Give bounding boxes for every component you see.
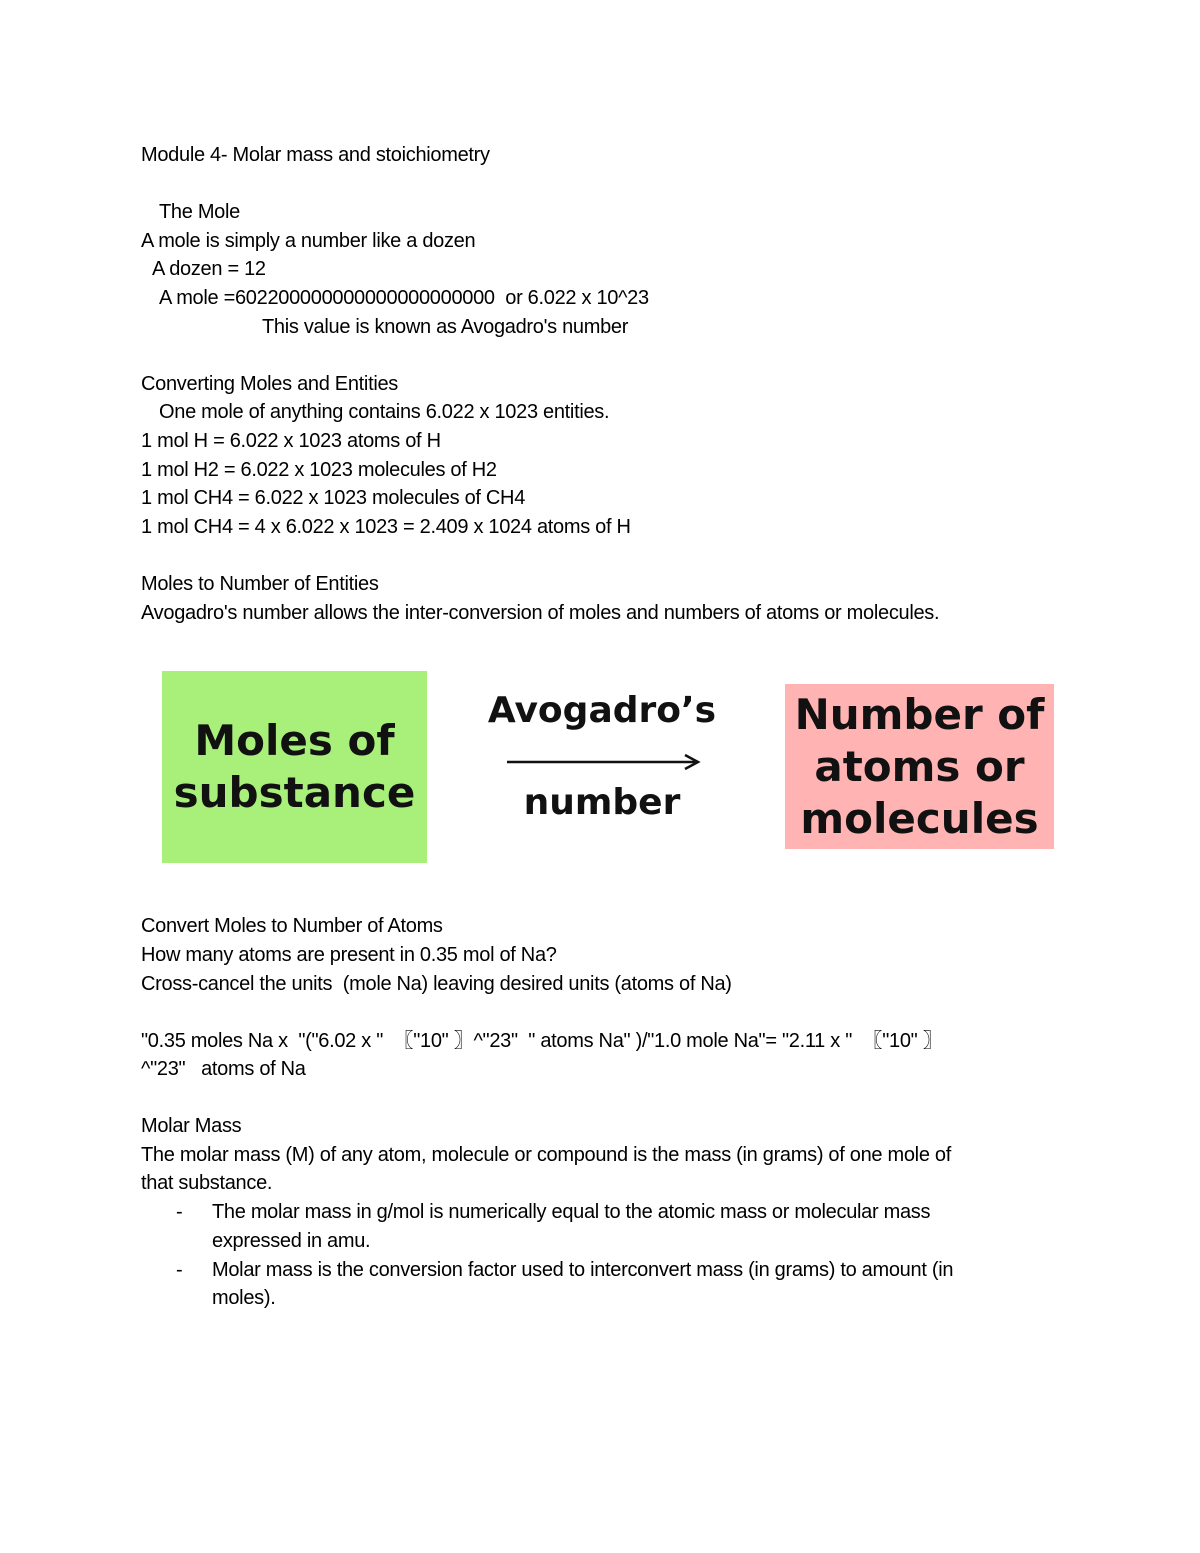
right-arrow-icon [505,752,705,772]
molar-heading: Molar Mass [141,1115,242,1137]
number-of-atoms-box [785,684,1054,849]
atoms-heading: Convert Moles to Number of Atoms [141,915,443,937]
arrow-label-top: Avogadro’s [487,690,717,731]
bullet-line: The molar mass in g/mol is numerically equal to the atomic mass or molecular mass [212,1201,931,1223]
converting-line: 1 mol CH4 = 4 x 6.022 x 1023 = 2.409 x 1024 atoms of H [141,516,631,538]
right-box-line: molecules [800,793,1039,843]
mole-line: This value is known as Avogadro's number [262,316,629,338]
moles-of-substance-box [162,671,427,863]
mole-line: A dozen = 12 [152,258,266,280]
mole-heading: The Mole [159,201,240,223]
converting-line: 1 mol CH4 = 6.022 x 1023 molecules of CH4 [141,487,526,509]
bullet-line: moles). [212,1287,276,1309]
bullet-marker: - [176,1259,183,1281]
right-box-line: atoms or [814,741,1025,791]
formula-line: ^"23" atoms of Na [141,1058,306,1080]
entities-heading: Moles to Number of Entities [141,573,379,595]
atoms-line: How many atoms are present in 0.35 mol of Na? [141,944,557,966]
converting-line: 1 mol H = 6.022 x 1023 atoms of H [141,430,441,452]
document-title: Module 4- Molar mass and stoichiometry [141,144,490,166]
molar-line: The molar mass (M) of any atom, molecule or compound is the mass (in grams) of one mole of [141,1144,951,1166]
right-box-line: Number of [794,689,1045,739]
mole-line: A mole is simply a number like a dozen [141,230,476,252]
converting-line: One mole of anything contains 6.022 x 1023 entities. [159,401,610,423]
bullet-line: Molar mass is the conversion factor used to interconvert mass (in grams) to amount (in [212,1259,954,1281]
arrow-label-bottom: number [523,782,681,823]
mole-line: A mole =602200000000000000000000 or 6.022 x 10^23 [159,287,649,309]
bullet-marker: - [176,1201,183,1223]
molar-line: that substance. [141,1172,273,1194]
entities-text: Avogadro's number allows the inter-conversion of moles and numbers of atoms or molecules. [141,602,940,624]
converting-line: 1 mol H2 = 6.022 x 1023 molecules of H2 [141,459,497,481]
left-box-line: Moles of [194,716,395,765]
atoms-line: Cross-cancel the units (mole Na) leaving desired units (atoms of Na) [141,973,732,995]
converting-heading: Converting Moles and Entities [141,373,398,395]
left-box-line: substance [173,768,416,817]
formula-line: "0.35 moles Na x "("6.02 x " 〖"10" 〗^"23" " atoms Na" )/"1.0 mole Na"= "2.11 x " 〖"10" 〗 [141,1030,943,1052]
bullet-line: expressed in amu. [212,1230,371,1252]
